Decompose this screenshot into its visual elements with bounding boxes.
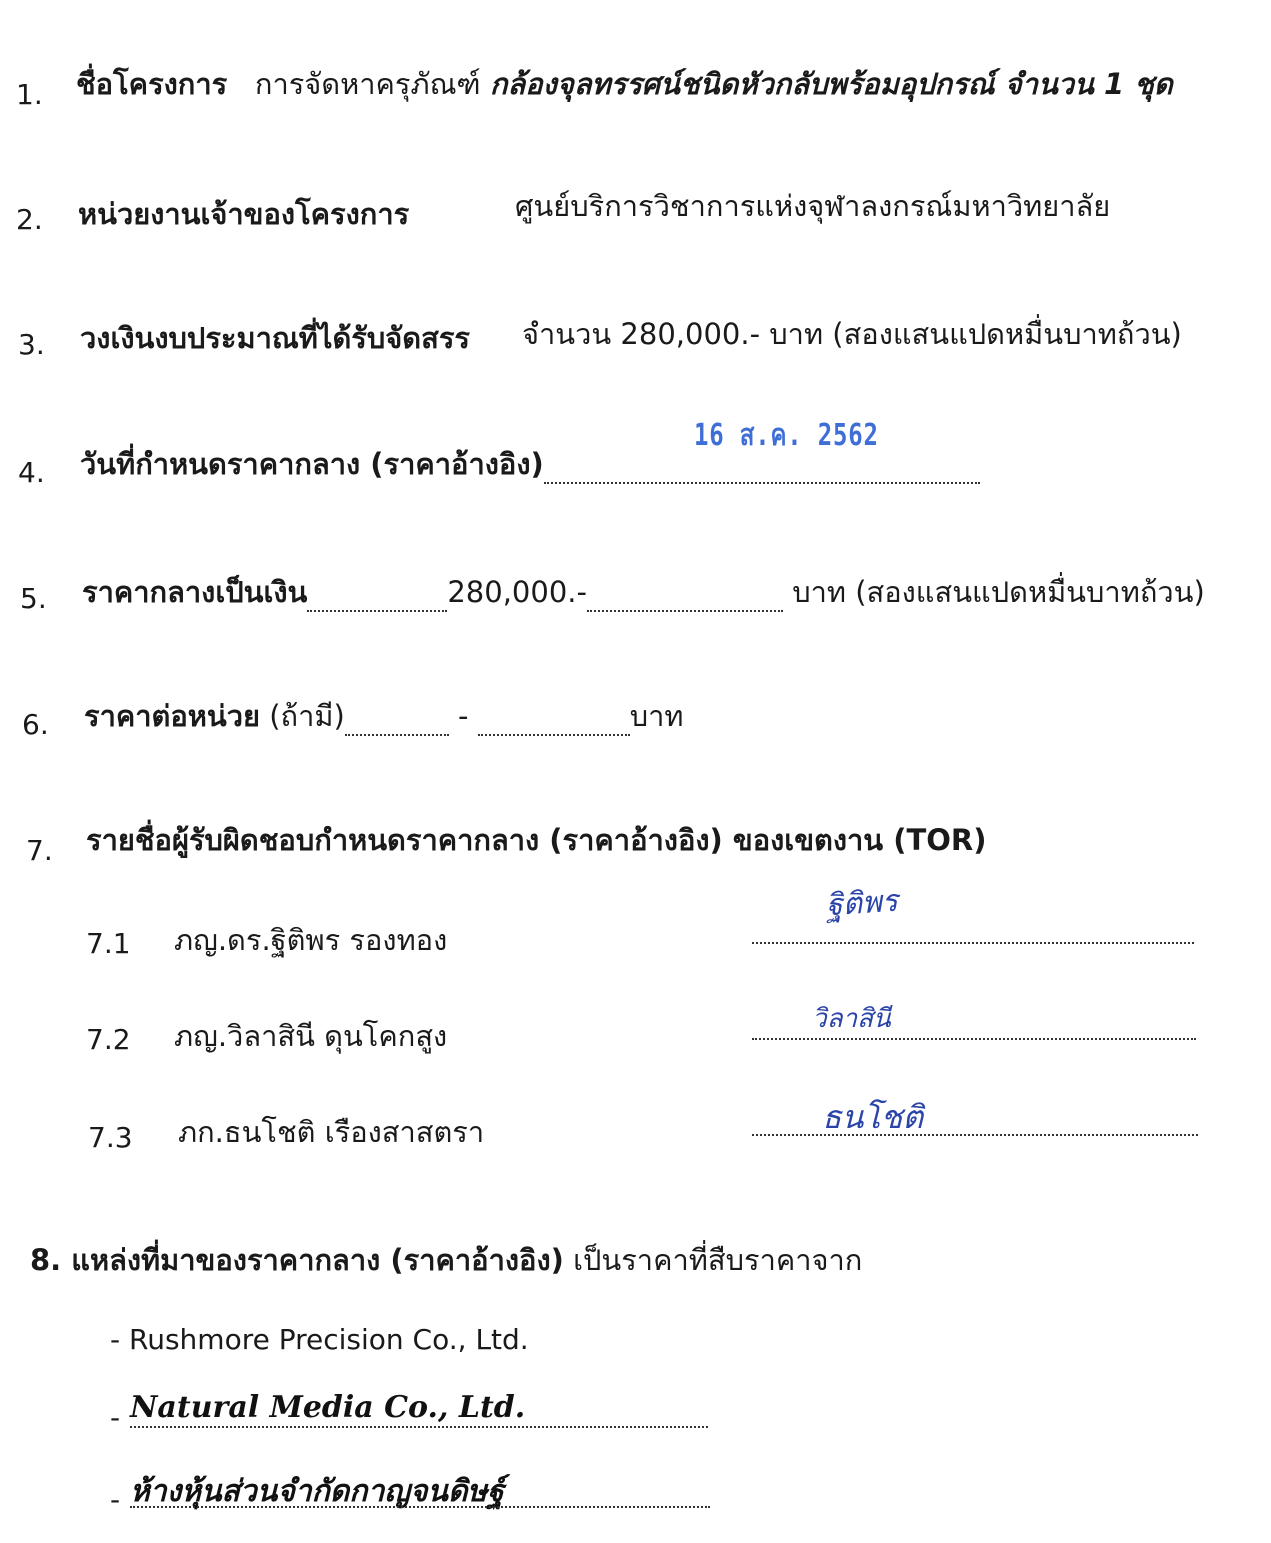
item-3-number: 3. [18,328,45,361]
committee-2-signature: วิลาสินี [812,1004,891,1034]
item-4-number: 4. [18,456,45,489]
item-8-label: 8. แหล่งที่มาของราคากลาง (ราคาอ้างอิง) [30,1243,564,1277]
item-4 [80,444,980,484]
source-1 [110,1320,529,1360]
item-5-amount: 280,000.- [447,575,587,609]
item-4-label: วันที่กำหนดราคากลาง (ราคาอ้างอิง) [80,447,544,481]
item-5-dots-a [307,580,447,612]
source-3-bullet: - [110,1483,121,1516]
committee-3-name: ภก.ธนโชติ เรืองสาสตรา [178,1115,485,1149]
committee-3-signature-line [752,1132,1198,1136]
source-3-text: ห้างหุ้นส่วนจำกัดกาญจนดิษฐ์ [130,1474,504,1509]
item-1-label: ชื่อโครงการ [76,67,228,101]
committee-1-signature: ฐิติพร [824,883,900,924]
item-3-text: จำนวน 280,000.- บาท (สองแสนแปดหมื่นบาทถ้วน) [522,317,1182,351]
committee-1-name: ภญ.ดร.ฐิติพร รองทอง [174,923,448,957]
source-1-text: Rushmore Precision Co., Ltd. [129,1323,529,1356]
item-5-label: ราคากลางเป็นเงิน [82,575,308,609]
item-6-unit: บาท [629,699,684,733]
committee-3-number: 7.3 [88,1121,133,1154]
item-3-label: วงเงินงบประมาณที่ได้รับจัดสรร [80,321,470,355]
item-6-dots-b [478,704,630,736]
source-2-bullet: - [110,1401,121,1434]
item-6 [84,696,684,736]
committee-2-number: 7.2 [86,1023,131,1056]
item-5-number: 5. [20,582,47,615]
item-2-label: หน่วยงานเจ้าของโครงการ [78,197,410,231]
item-5-text: บาท (สองแสนแปดหมื่นบาทถ้วน) [792,575,1205,609]
item-6-paren: (ถ้ามี) [269,699,345,733]
committee-1-number: 7.1 [86,927,131,960]
item-5-dots-b [587,580,783,612]
committee-2-signature-line [752,1036,1196,1040]
committee-2-name: ภญ.วิลาสินี ดุนโคกสูง [174,1019,448,1053]
item-8-text: เป็นราคาที่สืบราคาจาก [573,1243,863,1277]
source-2-text: Natural Media Co., Ltd. [130,1390,526,1425]
item-6-number: 6. [22,708,49,741]
item-4-dotted-line [544,452,980,484]
item-1-text: การจัดหาครุภัณฑ์ [254,67,481,101]
item-1-project-name: กล้องจุลทรรศน์ชนิดหัวกลับพร้อมอุปกรณ์ จำนวน 1 ชุด [489,67,1173,101]
item-1-number: 1. [16,78,43,111]
item-5 [82,572,1205,612]
item-2-text: ศูนย์บริการวิชาการแห่งจุฬาลงกรณ์มหาวิทยาลัย [515,189,1111,223]
item-7-label: รายชื่อผู้รับผิดชอบกำหนดราคากลาง (ราคาอ้างอิง) ของเขตงาน (TOR) [86,823,987,857]
committee-3-signature: ธนโชติ [822,1098,924,1136]
committee-1-signature-line [752,940,1194,944]
item-6-dash: - [458,699,469,733]
source-1-bullet: - [110,1323,121,1356]
date-stamp: 16 ส.ค. 2562 [694,418,879,453]
item-7-number: 7. [26,834,53,867]
item-6-dots-a [345,704,449,736]
source-3-dotted-line [130,1504,710,1508]
item-6-label: ราคาต่อหน่วย [84,699,261,733]
item-2-number: 2. [16,203,43,236]
source-2-dotted-line [130,1424,708,1428]
item-8 [30,1240,862,1280]
item-1 [76,64,1173,104]
